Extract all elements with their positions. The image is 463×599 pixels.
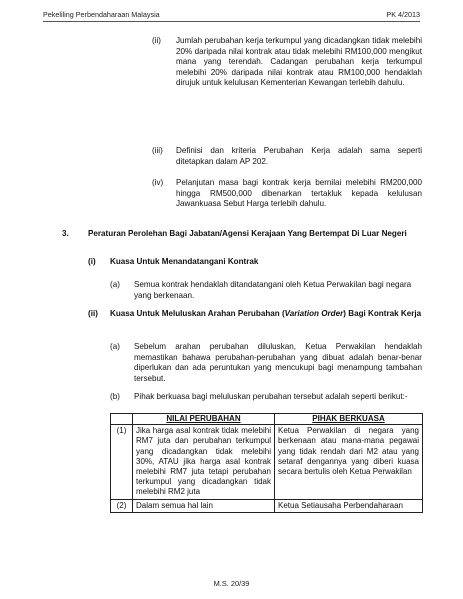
table-header-no: [111, 414, 133, 425]
subsection-title: Kuasa Untuk Menandatangani Kontrak: [110, 257, 259, 266]
subsection-title-italic: Variation Order: [284, 309, 344, 318]
subsection-marker: (ii): [88, 309, 98, 318]
table-row: [111, 499, 423, 512]
item-text: Jumlah perubahan kerja terkumpul yang dicadangkan tidak melebihi 20% daripada nilai kontrak atau tidak melebihi RM100,000 mengikut mana yang terendah. Cadangan perubahan kerja terkumpul melebihi 20% daripada nilai kontrak atau RM100,000 hendaklah dirujuk untuk kelulusan Kementerian Kewangan terlebih dahulu.: [176, 36, 422, 87]
para-marker: (a): [110, 280, 120, 289]
authority-table: [110, 413, 423, 513]
table-cell-no: (1): [111, 425, 133, 499]
item-text: Definisi dan kriteria Perubahan Kerja adalah sama seperti ditetapkan dalam AP 202.: [176, 146, 422, 166]
subsection-title-pre: Kuasa Untuk Meluluskan Arahan Perubahan (: [110, 309, 285, 318]
item-marker: (iv): [152, 178, 164, 187]
table-cell-pihak: Ketua Perwakilan di negara yang berkenaan atau mana-mana pegawai yang tidak rendah dari M2 atau yang setaraf dengannya yang diberi kuasa secara bertulis oleh Ketua Perwakilan: [275, 425, 423, 499]
header-divider: [43, 21, 420, 22]
subsection-title-post: ) Bagi Kontrak Kerja: [343, 309, 422, 318]
para-text: Semua kontrak hendaklah ditandatangani oleh Ketua Perwakilan bagi negara yang berkenaan.: [134, 280, 412, 300]
para-marker: (b): [110, 392, 120, 401]
table-header: NILAI PERUBAHAN: [133, 414, 275, 425]
item-marker: (ii): [152, 36, 161, 45]
header-left: Pekeliling Perbendaharaan Malaysia: [43, 10, 160, 19]
table-header-row: [111, 414, 423, 425]
section-title: Peraturan Perolehan Bagi Jabatan/Agensi Kerajaan Yang Bertempat Di Luar Negeri: [88, 229, 407, 238]
para-text: Sebelum arahan perubahan diluluskan, Ketua Perwakilan hendaklah memastikan bahawa perubahan-perubahan yang dibuat adalah benar-benar diperlukan dan ada peruntukan yang mencukupi bagi menampung tambahan tersebut.: [134, 342, 422, 383]
table-header: PIHAK BERKUASA: [275, 414, 423, 425]
table-cell-no: (2): [111, 499, 133, 512]
item-text: Pelanjutan masa bagi kontrak kerja bernilai melebihi RM200,000 hingga RM500,000 dibenarkan tertakluk kepada kelulusan Jawankuasa Sebut Harga terlebih dahulu.: [176, 178, 422, 208]
section-number: 3.: [62, 229, 69, 238]
table-cell-pihak: Ketua Setiausaha Perbendaharaan: [275, 499, 423, 512]
para-text: Pihak berkuasa bagi meluluskan perubahan tersebut adalah seperti berikut:-: [134, 392, 408, 401]
item-marker: (iii): [152, 146, 163, 155]
table-row: [111, 425, 423, 499]
header-right: PK 4/2013: [386, 10, 420, 19]
subsection-marker: (i): [88, 257, 96, 266]
subsection-title: [110, 309, 422, 320]
page-number: M.S. 20/39: [213, 579, 250, 588]
table-cell-nilai: Dalam semua hal lain: [133, 499, 275, 512]
table-cell-nilai: Jika harga asal kontrak tidak melebihi RM7 juta dan perubahan terkumpul yang dicadangkan tidak melebihi 30%, ATAU jika harga asal kontrak melebihi RM7 juta tetapi perubahan terkumpul yang dicadangkan tidak melebihi RM2 juta: [133, 425, 275, 499]
para-marker: (a): [110, 342, 120, 351]
